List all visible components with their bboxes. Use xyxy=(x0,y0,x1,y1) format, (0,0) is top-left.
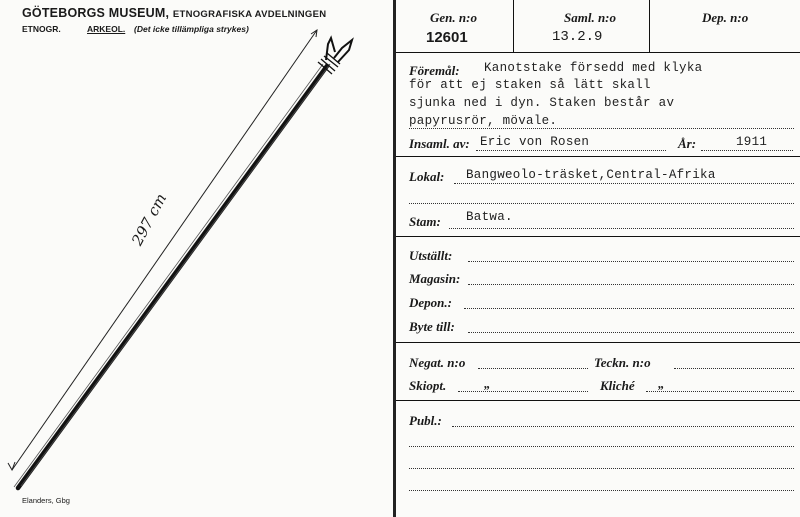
stam-dotted-line xyxy=(449,228,794,229)
pole-shaft xyxy=(18,66,327,488)
saml-number: 13.2.9 xyxy=(552,29,603,45)
kliche-ditto-mark: „ xyxy=(658,376,665,391)
utstallt-label: Utställt: xyxy=(409,248,453,263)
arkeol-label: ARKEOL. xyxy=(87,24,126,34)
kliche-label: Kliché xyxy=(600,378,635,393)
foremal-line-4: papyrusrör, mövale. xyxy=(409,114,558,128)
ar-dotted-line xyxy=(701,150,793,151)
pole-shaft-edge-2 xyxy=(14,64,323,487)
foremal-line-3: sjunka ned i dyn. Staken består av xyxy=(409,96,675,110)
teckn-label: Teckn. n:o xyxy=(594,355,651,370)
saml-label: Saml. n:o xyxy=(564,10,617,25)
lokal-dotted-line-2 xyxy=(409,203,794,204)
depon-label: Depon.: xyxy=(409,295,452,310)
lokal-label: Lokal: xyxy=(409,169,445,184)
insaml-dotted-line xyxy=(476,150,666,151)
fork-right-prong xyxy=(334,40,352,62)
magasin-dotted-line xyxy=(468,284,794,285)
department-name: ETNOGRAFISKA AVDELNINGEN xyxy=(172,9,327,20)
header-bottom-rule xyxy=(396,52,800,53)
depon-dotted-line xyxy=(464,308,794,309)
rule-after-stam xyxy=(396,236,800,237)
magasin-label: Magasin: xyxy=(409,271,461,286)
publ-dotted-line-4 xyxy=(409,490,794,491)
measure-arrow-bottom xyxy=(8,462,15,470)
rule-after-insaml xyxy=(396,156,800,157)
printer-imprint: Elanders, Gbg xyxy=(22,496,70,505)
catalog-form xyxy=(396,0,800,517)
foremal-line-2: för att ej staken så lätt skall xyxy=(409,78,651,92)
lokal-dotted-line xyxy=(454,183,794,184)
dep-label: Dep. n:o xyxy=(702,10,749,25)
header-divider-2 xyxy=(649,0,650,52)
negat-dotted-line xyxy=(478,368,588,369)
byte-label: Byte till: xyxy=(409,319,455,334)
gen-number: 12601 xyxy=(426,29,468,46)
measurement-label: 297 cm xyxy=(128,190,171,249)
lokal-value: Bangweolo-träsket,Central-Afrika xyxy=(466,168,716,182)
insaml-label: Insaml. av: xyxy=(409,136,470,151)
skiopt-label: Skiopt. xyxy=(409,378,447,393)
header-divider-1 xyxy=(513,0,514,52)
rule-after-byte xyxy=(396,342,800,343)
publ-label: Publ.: xyxy=(409,413,442,428)
gen-label: Gen. n:o xyxy=(430,10,477,25)
card-left-panel xyxy=(0,0,390,517)
publ-dotted-line-2 xyxy=(409,446,794,447)
measure-line xyxy=(12,30,317,470)
stam-value: Batwa. xyxy=(466,210,513,224)
utstallt-dotted-line xyxy=(468,261,794,262)
byte-dotted-line xyxy=(468,332,794,333)
ar-label: År: xyxy=(678,136,697,151)
rule-after-skiopt xyxy=(396,400,800,401)
foremal-line-1: Kanotstake försedd med klyka xyxy=(484,61,703,75)
foremal-dotted-line xyxy=(409,128,794,129)
skiopt-dotted-line xyxy=(458,391,588,392)
publ-dotted-line-1 xyxy=(452,426,794,427)
etnogr-label: ETNOGR. xyxy=(22,24,61,34)
teckn-dotted-line xyxy=(674,368,794,369)
foremal-label: Föremål: xyxy=(409,63,460,78)
strike-note: (Det icke tillämpliga strykes) xyxy=(134,24,249,34)
stam-label: Stam: xyxy=(409,214,441,229)
pole-shaft-edge xyxy=(21,64,330,486)
insaml-value: Eric von Rosen xyxy=(480,135,590,149)
negat-label: Negat. n:o xyxy=(409,355,466,370)
kliche-dotted-line xyxy=(646,391,794,392)
pole-drawing xyxy=(0,0,390,517)
publ-dotted-line-3 xyxy=(409,468,794,469)
skiopt-ditto-mark: „ xyxy=(484,376,491,391)
ar-value: 1911 xyxy=(736,135,768,149)
museum-name: GÖTEBORGS MUSEUM, xyxy=(22,6,170,20)
